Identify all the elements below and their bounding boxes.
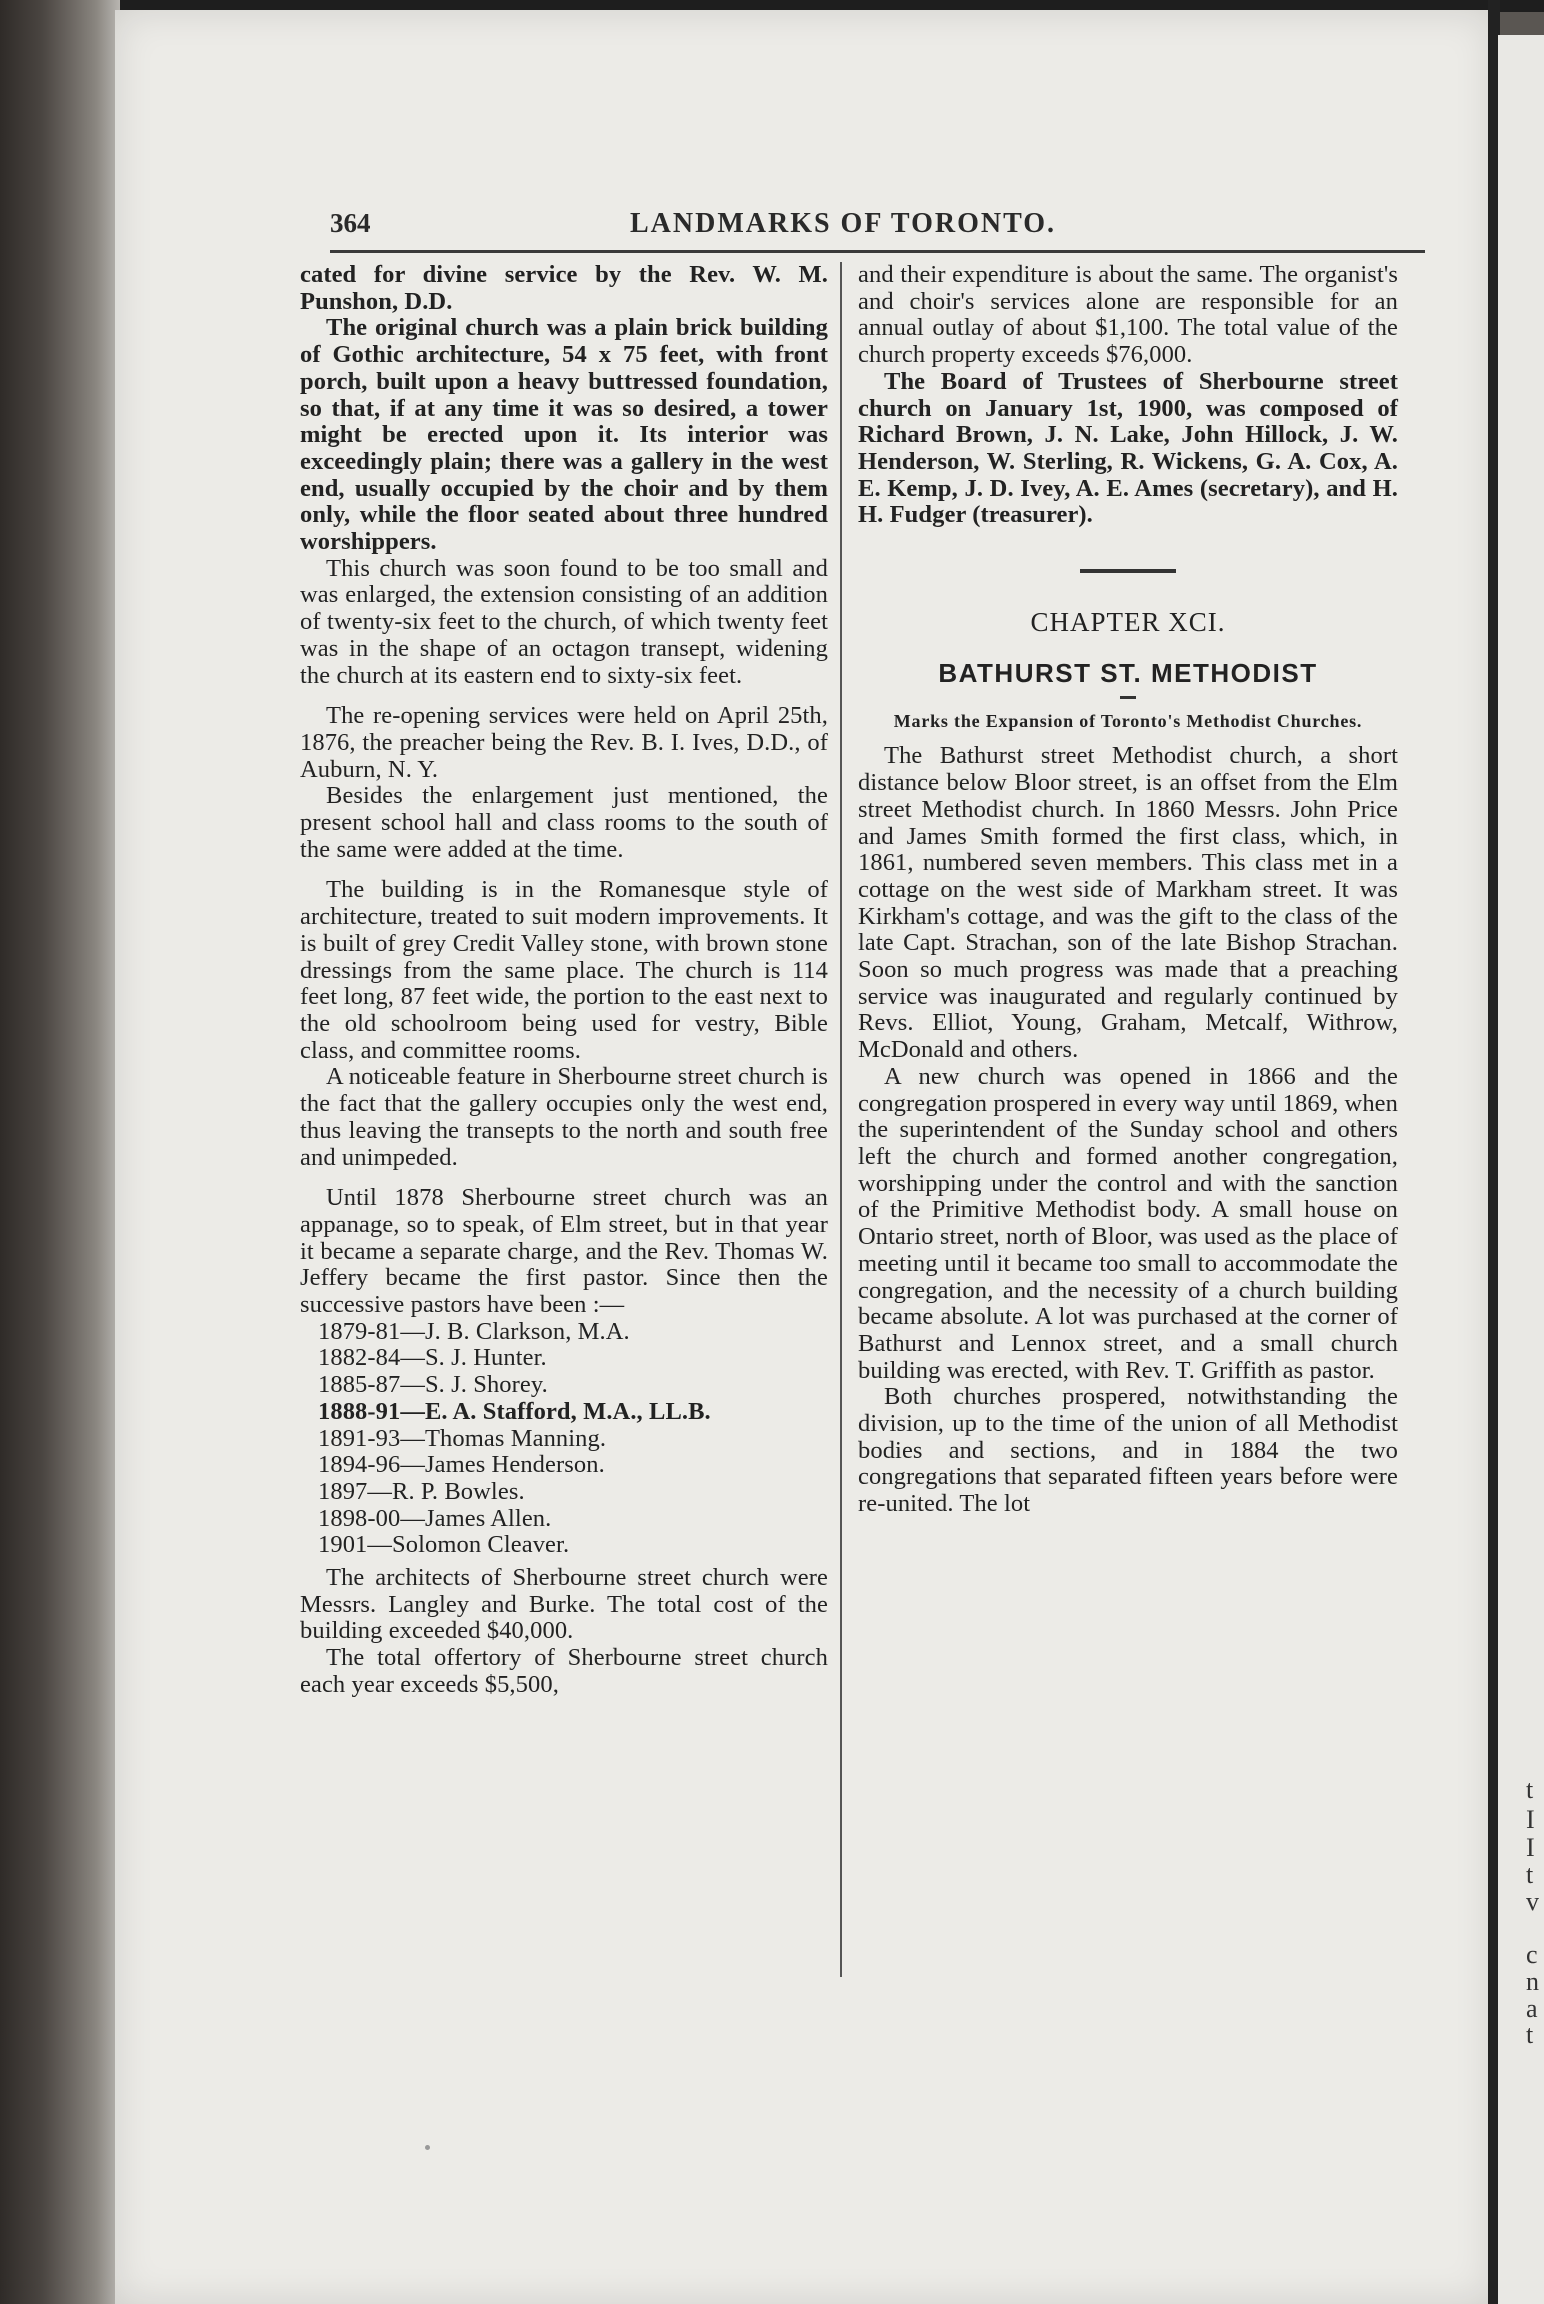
paragraph: The original church was a plain brick building of Gothic architecture, 54 x 75 feet, with front porch, built upon a heavy buttressed foundation, so that, if at any time it was so desired, a tower might be erected upon it. Its interior was exceedingly plain; there was a gallery in the west end, usually occupied by the choir and by them only, while the floor seated about three hundred worshippers. xyxy=(300,314,828,556)
paragraph: This church was soon found to be too small and was enlarged, the extension consisting of an addition of twenty-six feet to the church, of which twenty feet was in the shape of an octagon transept, widening the church at its eastern end to sixty-six feet. xyxy=(300,554,828,689)
right-column xyxy=(858,262,1398,1518)
paragraph: A noticeable feature in Sherbourne street church is the fact that the gallery occupies only the west end, thus leaving the transepts to the north and south free and unimpeded. xyxy=(300,1063,828,1171)
header-rule xyxy=(330,250,1425,253)
edge-letter: a xyxy=(1526,1994,1538,2023)
list-item: 1897—R. P. Bowles. xyxy=(318,1477,525,1505)
edge-letter: n xyxy=(1526,1967,1539,1996)
paragraph: and their expenditure is about the same. The organist's and choir's services alone are responsible for an annual outlay of about $1,100. The total value of the church property exceeds $76,000. xyxy=(858,261,1398,369)
chapter-heading: CHAPTER XCI. xyxy=(1030,607,1226,638)
list-item: 1879-81—J. B. Clarkson, M.A. xyxy=(318,1317,630,1345)
list-item: 1885-87—S. J. Shorey. xyxy=(318,1371,548,1399)
list-item: 1901—Solomon Cleaver. xyxy=(318,1531,570,1559)
edge-letter: I xyxy=(1526,1833,1535,1862)
paper-speck xyxy=(425,2145,430,2150)
edge-letter: t xyxy=(1526,2020,1534,2049)
paragraph: The Bathurst street Methodist church, a short distance below Bloor street, is an offset from the Elm street Methodist church. In 1860 Messrs. John Price and James Smith formed the first class, which, in 1861, numbered seven members. This class met in a cottage on the west side of Markham street. It was Kirkham's cottage, and was the gift to the class of the late Capt. Strachan, son of the late Bishop Strachan. Soon so much progress was made that a preaching service was inaugurated and regularly continued by Revs. Elliot, Young, Graham, Metcalf, Withrow, McDonald and others. xyxy=(858,742,1398,1064)
page-header xyxy=(330,208,1410,248)
list-item: 1894-96—James Henderson. xyxy=(318,1451,605,1479)
running-title: LANDMARKS OF TORONTO. xyxy=(630,208,1057,239)
column-divider xyxy=(840,262,842,1977)
list-item: 1898-00—James Allen. xyxy=(318,1504,552,1532)
edge-letter: t xyxy=(1526,1775,1534,1804)
edge-letter: v xyxy=(1526,1887,1539,1916)
edge-letter: c xyxy=(1526,1940,1538,1969)
list-item: 1888-91—E. A. Stafford, M.A., LL.B. xyxy=(318,1397,711,1425)
chapter-title: BATHURST ST. METHODIST xyxy=(938,657,1318,688)
paragraph: The total offertory of Sherbourne street church each year exceeds $5,500, xyxy=(300,1644,828,1698)
edge-letter: I xyxy=(1526,1805,1535,1834)
paragraph: The architects of Sherbourne street church were Messrs. Langley and Burke. The total cost of the building exceeded $40,000. xyxy=(300,1564,828,1645)
chapter-dash xyxy=(1120,696,1136,699)
pastor-list xyxy=(300,1319,828,1559)
paragraph: Besides the enlargement just mentioned, the present school hall and class rooms to the south of the same were added at the time. xyxy=(300,782,828,863)
book-binding-shadow xyxy=(0,0,120,2304)
list-item: 1882-84—S. J. Hunter. xyxy=(318,1344,547,1372)
chapter-rule xyxy=(1080,569,1176,573)
list-item: 1891-93—Thomas Manning. xyxy=(318,1424,607,1452)
chapter-subtitle: Marks the Expansion of Toronto's Methodist Churches. xyxy=(893,711,1363,732)
edge-letter: t xyxy=(1526,1860,1534,1889)
paragraph: The re-opening services were held on April 25th, 1876, the preacher being the Rev. B. I. Ives, D.D., of Auburn, N. Y. xyxy=(300,702,828,783)
paragraph: A new church was opened in 1866 and the congregation prospered in every way until 1869, when the superintendent of the Sunday school and others left the church and formed another congregation, worshipping under the control and with the sanction of the Primitive Methodist body. A small house on Ontario street, north of Bloor, was used as the place of meeting until it became too small to accommodate the congregation, and the necessity of a church building became absolute. A lot was purchased at the corner of Bathurst and Lennox street, and a small church building was erected, with Rev. T. Griffith as pastor. xyxy=(858,1062,1398,1384)
paragraph: The Board of Trustees of Sherbourne street church on January 1st, 1900, was composed of Richard Brown, J. N. Lake, John Hillock, J. W. Henderson, W. Sterling, R. Wickens, G. A. Cox, A. E. Kemp, J. D. Ivey, A. E. Ames (secretary), and H. H. Fudger (treasurer). xyxy=(858,367,1398,529)
paragraph: The building is in the Romanesque style of architecture, treated to suit modern improvements. It is built of grey Credit Valley stone, with brown stone dressings from the same place. The church is 114 feet long, 87 feet wide, the portion to the east next to the old schoolroom being used for vestry, Bible class, and committee rooms. xyxy=(300,876,828,1064)
paragraph: cated for divine service by the Rev. W. M. Punshon, D.D. xyxy=(300,261,828,315)
paragraph: Until 1878 Sherbourne street church was an appanage, so to speak, of Elm street, but in that year it became a separate charge, and the Rev. Thomas W. Jeffery became the first pastor. Since then the successive pastors have been :— xyxy=(300,1184,828,1319)
left-column xyxy=(300,262,828,1699)
paragraph: Both churches prospered, notwithstanding the division, up to the time of the union of all Methodist bodies and sections, and in 1884 the two congregations that separated fifteen years before were re-united. The lot xyxy=(858,1383,1398,1518)
page-number: 364 xyxy=(330,208,371,238)
